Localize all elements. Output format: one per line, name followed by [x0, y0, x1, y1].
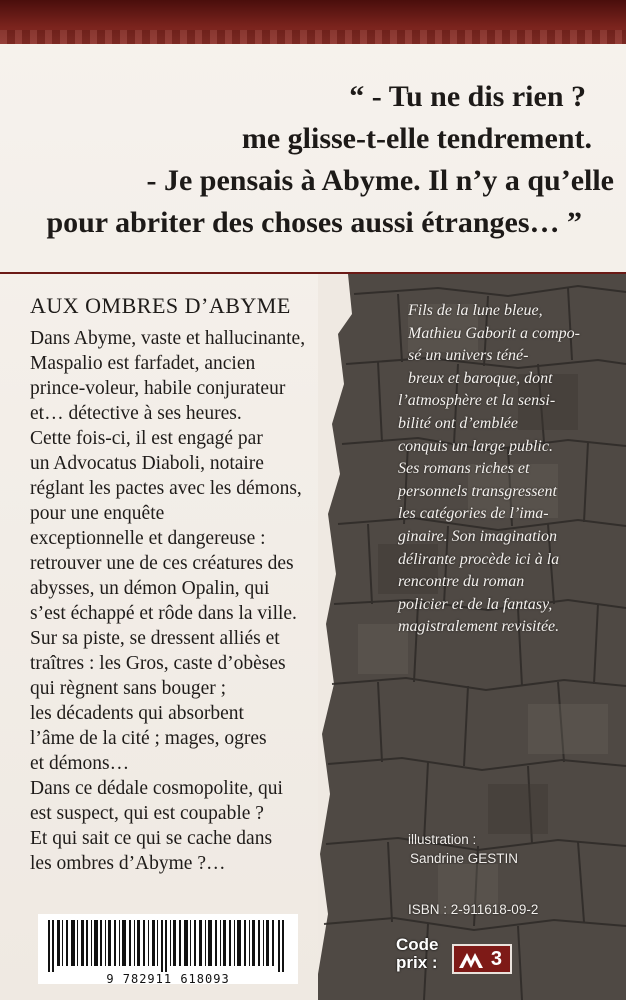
synopsis-line: exceptionnelle et dangereuse : [30, 528, 266, 549]
isbn-number: ISBN : 2-911618-09-2 [408, 902, 539, 917]
ean-barcode [38, 914, 298, 984]
synopsis-line: retrouver une de ces créatures des [30, 553, 294, 574]
synopsis-line: l’âme de la cité ; mages, ogres [30, 728, 267, 749]
bio-line: Mathieu Gaborit a compo- [408, 324, 580, 342]
author-bio [398, 300, 620, 639]
illustration-label: illustration : [408, 832, 477, 847]
synopsis-line: réglant les pactes avec les démons, [30, 478, 302, 499]
bio-line: conquis un large public. [398, 437, 553, 455]
synopsis-line: qui règnent sans bouger ; [30, 678, 227, 699]
synopsis-title: AUX OMBRES D’ABYME [30, 293, 291, 318]
bio-line: bilité ont d’emblée [398, 414, 518, 432]
synopsis-line: Dans ce dédale cosmopolite, qui [30, 778, 283, 799]
barcode-digits: 9 782911 618093 [106, 972, 230, 986]
price-code-label [396, 936, 439, 972]
barcode-bars-icon [48, 920, 288, 972]
bio-line: ginaire. Son imagination [398, 527, 557, 545]
bio-line: délirante procède ici à la [398, 550, 560, 568]
bio-line: rencontre du roman [398, 573, 525, 591]
illustration-credit [408, 830, 518, 868]
bio-line: l’atmosphère et la sensi- [398, 392, 556, 410]
quote-line: pour abriter des choses aussi étranges… ” [46, 206, 582, 239]
cover-quote [22, 76, 622, 244]
synopsis-line: et… détective à ses heures. [30, 403, 242, 424]
synopsis-line: pour une enquête [30, 503, 165, 524]
bio-line: sé un univers téné- [408, 347, 529, 365]
synopsis-line: les décadents qui absorbent [30, 703, 244, 724]
bio-line: policier et de la fantasy, [398, 595, 553, 613]
bio-line: Fils de la lune bleue, [408, 302, 543, 319]
price-label-line: prix : [396, 953, 438, 972]
price-code-value: 3 [490, 948, 502, 970]
bio-line: personnels transgressent [398, 482, 557, 500]
publisher-logo-icon [458, 950, 484, 970]
synopsis-line: prince-voleur, habile conjurateur [30, 378, 286, 399]
quote-line: - Je pensais à Abyme. Il n’y a qu’elle [146, 164, 614, 197]
bio-line: Ses romans riches et [398, 460, 530, 478]
synopsis-line: les ombres d’Abyme ?… [30, 853, 226, 874]
synopsis-line: Sur sa piste, se dressent alliés et [30, 628, 280, 649]
synopsis-line: et démons… [30, 753, 130, 774]
synopsis-line: Maspalio est farfadet, ancien [30, 353, 256, 374]
synopsis-line: un Advocatus Diaboli, notaire [30, 453, 264, 474]
quote-line: “ - Tu ne dis rien ? [349, 80, 586, 113]
synopsis-line: Dans Abyme, vaste et hallucinante, [30, 328, 306, 349]
synopsis-line: Et qui sait ce qui se cache dans [30, 828, 273, 849]
synopsis-line: Cette fois-ci, il est engagé par [30, 428, 263, 449]
bio-line: magistralement revisitée. [398, 618, 560, 636]
top-decorative-strip [0, 0, 626, 44]
synopsis-line: abysses, un démon Opalin, qui [30, 578, 270, 599]
synopsis-line: s’est échappé et rôde dans la ville. [30, 603, 297, 624]
synopsis-line: est suspect, qui est coupable ? [30, 803, 264, 824]
synopsis-column [30, 292, 360, 876]
quote-line: me glisse-t-elle tendrement. [241, 122, 592, 155]
price-code-badge [452, 944, 512, 974]
bio-line: breux et baroque, dont [408, 369, 553, 387]
bio-line: les catégories de l’ima- [398, 505, 549, 523]
synopsis-line: traîtres : les Gros, caste d’obèses [30, 653, 286, 674]
illustrator-name: Sandrine GESTIN [410, 851, 519, 866]
price-label-line: Code [396, 935, 439, 954]
